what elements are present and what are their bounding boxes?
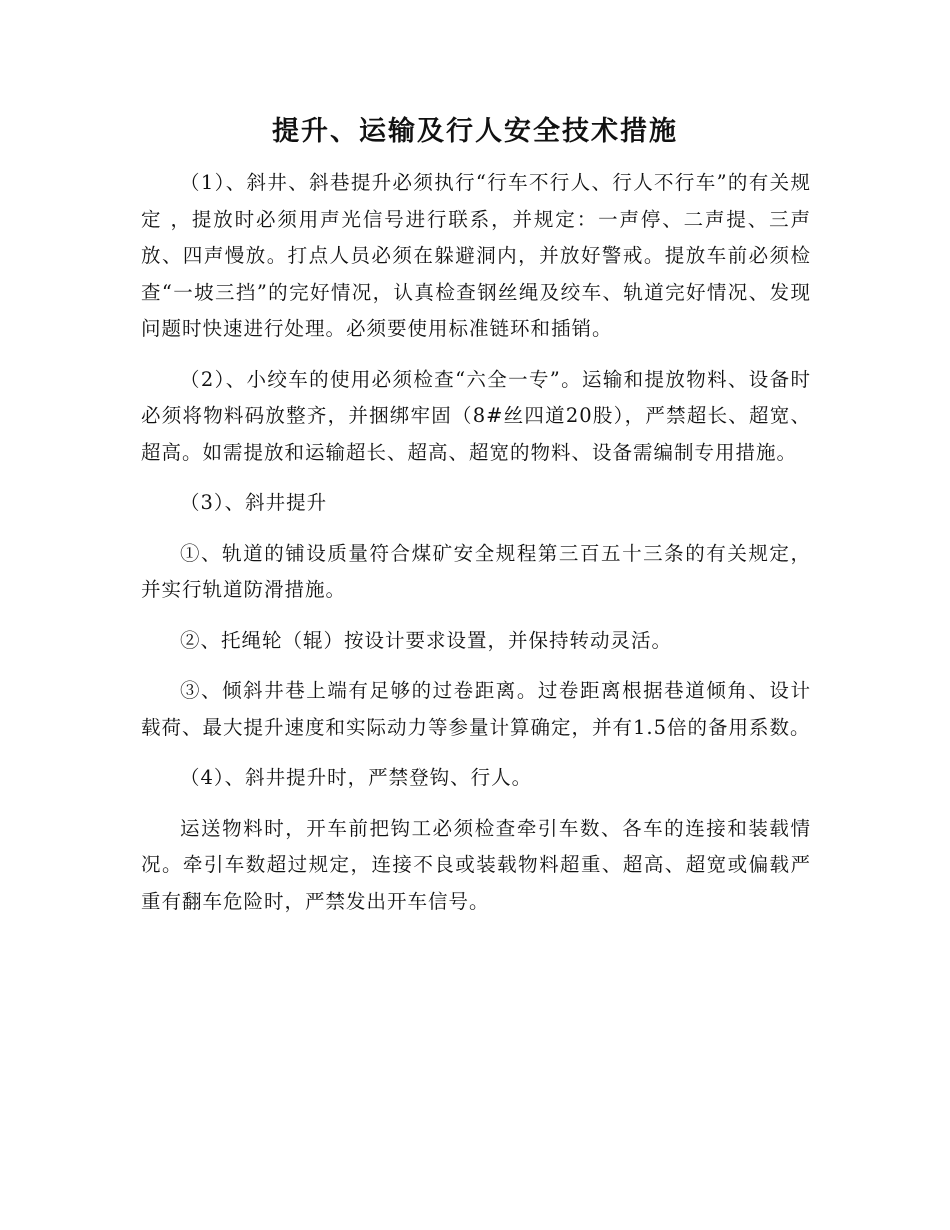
paragraph-4: ①、轨道的铺设质量符合煤矿安全规程第三百五十三条的有关规定，并实行轨道防滑措施。 — [141, 541, 811, 601]
paragraph-5: ②、托绳轮（辊）按设计要求设置，并保持转动灵活。 — [180, 628, 673, 652]
paragraph-8: 运送物料时，开车前把钩工必须检查牵引车数、各车的连接和装载情况。牵引车数超过规定，连接不良或装载物料超重、超高、超宽或偏载严重有翻车危险时，严禁发出开车信号。 — [141, 816, 811, 913]
document-title: 提升、运输及行人安全技术措施 — [272, 116, 678, 147]
paragraph-6: ③、倾斜井巷上端有足够的过卷距离。过卷距离根据巷道倾角、设计载荷、最大提升速度和实际动力等参量计算确定，并有1.5倍的备用系数。 — [141, 679, 811, 739]
paragraph-3: （3）、斜井提升 — [180, 491, 328, 514]
paragraph-1: （1）、斜井、斜巷提升必须执行“行车不行人、行人不行车”的有关规定 ，提放时必须用声光信号进行联系，并规定：一声停、二声提、三声放、四声慢放。打点人员必须在躲避洞内，并放好警戒。提放车前必须检查“一坡三挡”的完好情况，认真检查钢丝绳及绞车、轨道完好情况、发现问题时快速进行处理。必须要使用标准链环和插销。 — [141, 171, 811, 340]
paragraph-2: （2）、小绞车的使用必须检查“六全一专”。运输和提放物料、设备时必须将物料码放整齐，并捆绑牢固（8#丝四道20股），严禁超长、超宽、超高。如需提放和运输超长、超高、超宽的物料、设备需编制专用措施。 — [141, 367, 811, 464]
paragraph-7: （4）、斜井提升时，严禁登钩、行人。 — [180, 766, 533, 789]
document-body — [141, 165, 811, 934]
